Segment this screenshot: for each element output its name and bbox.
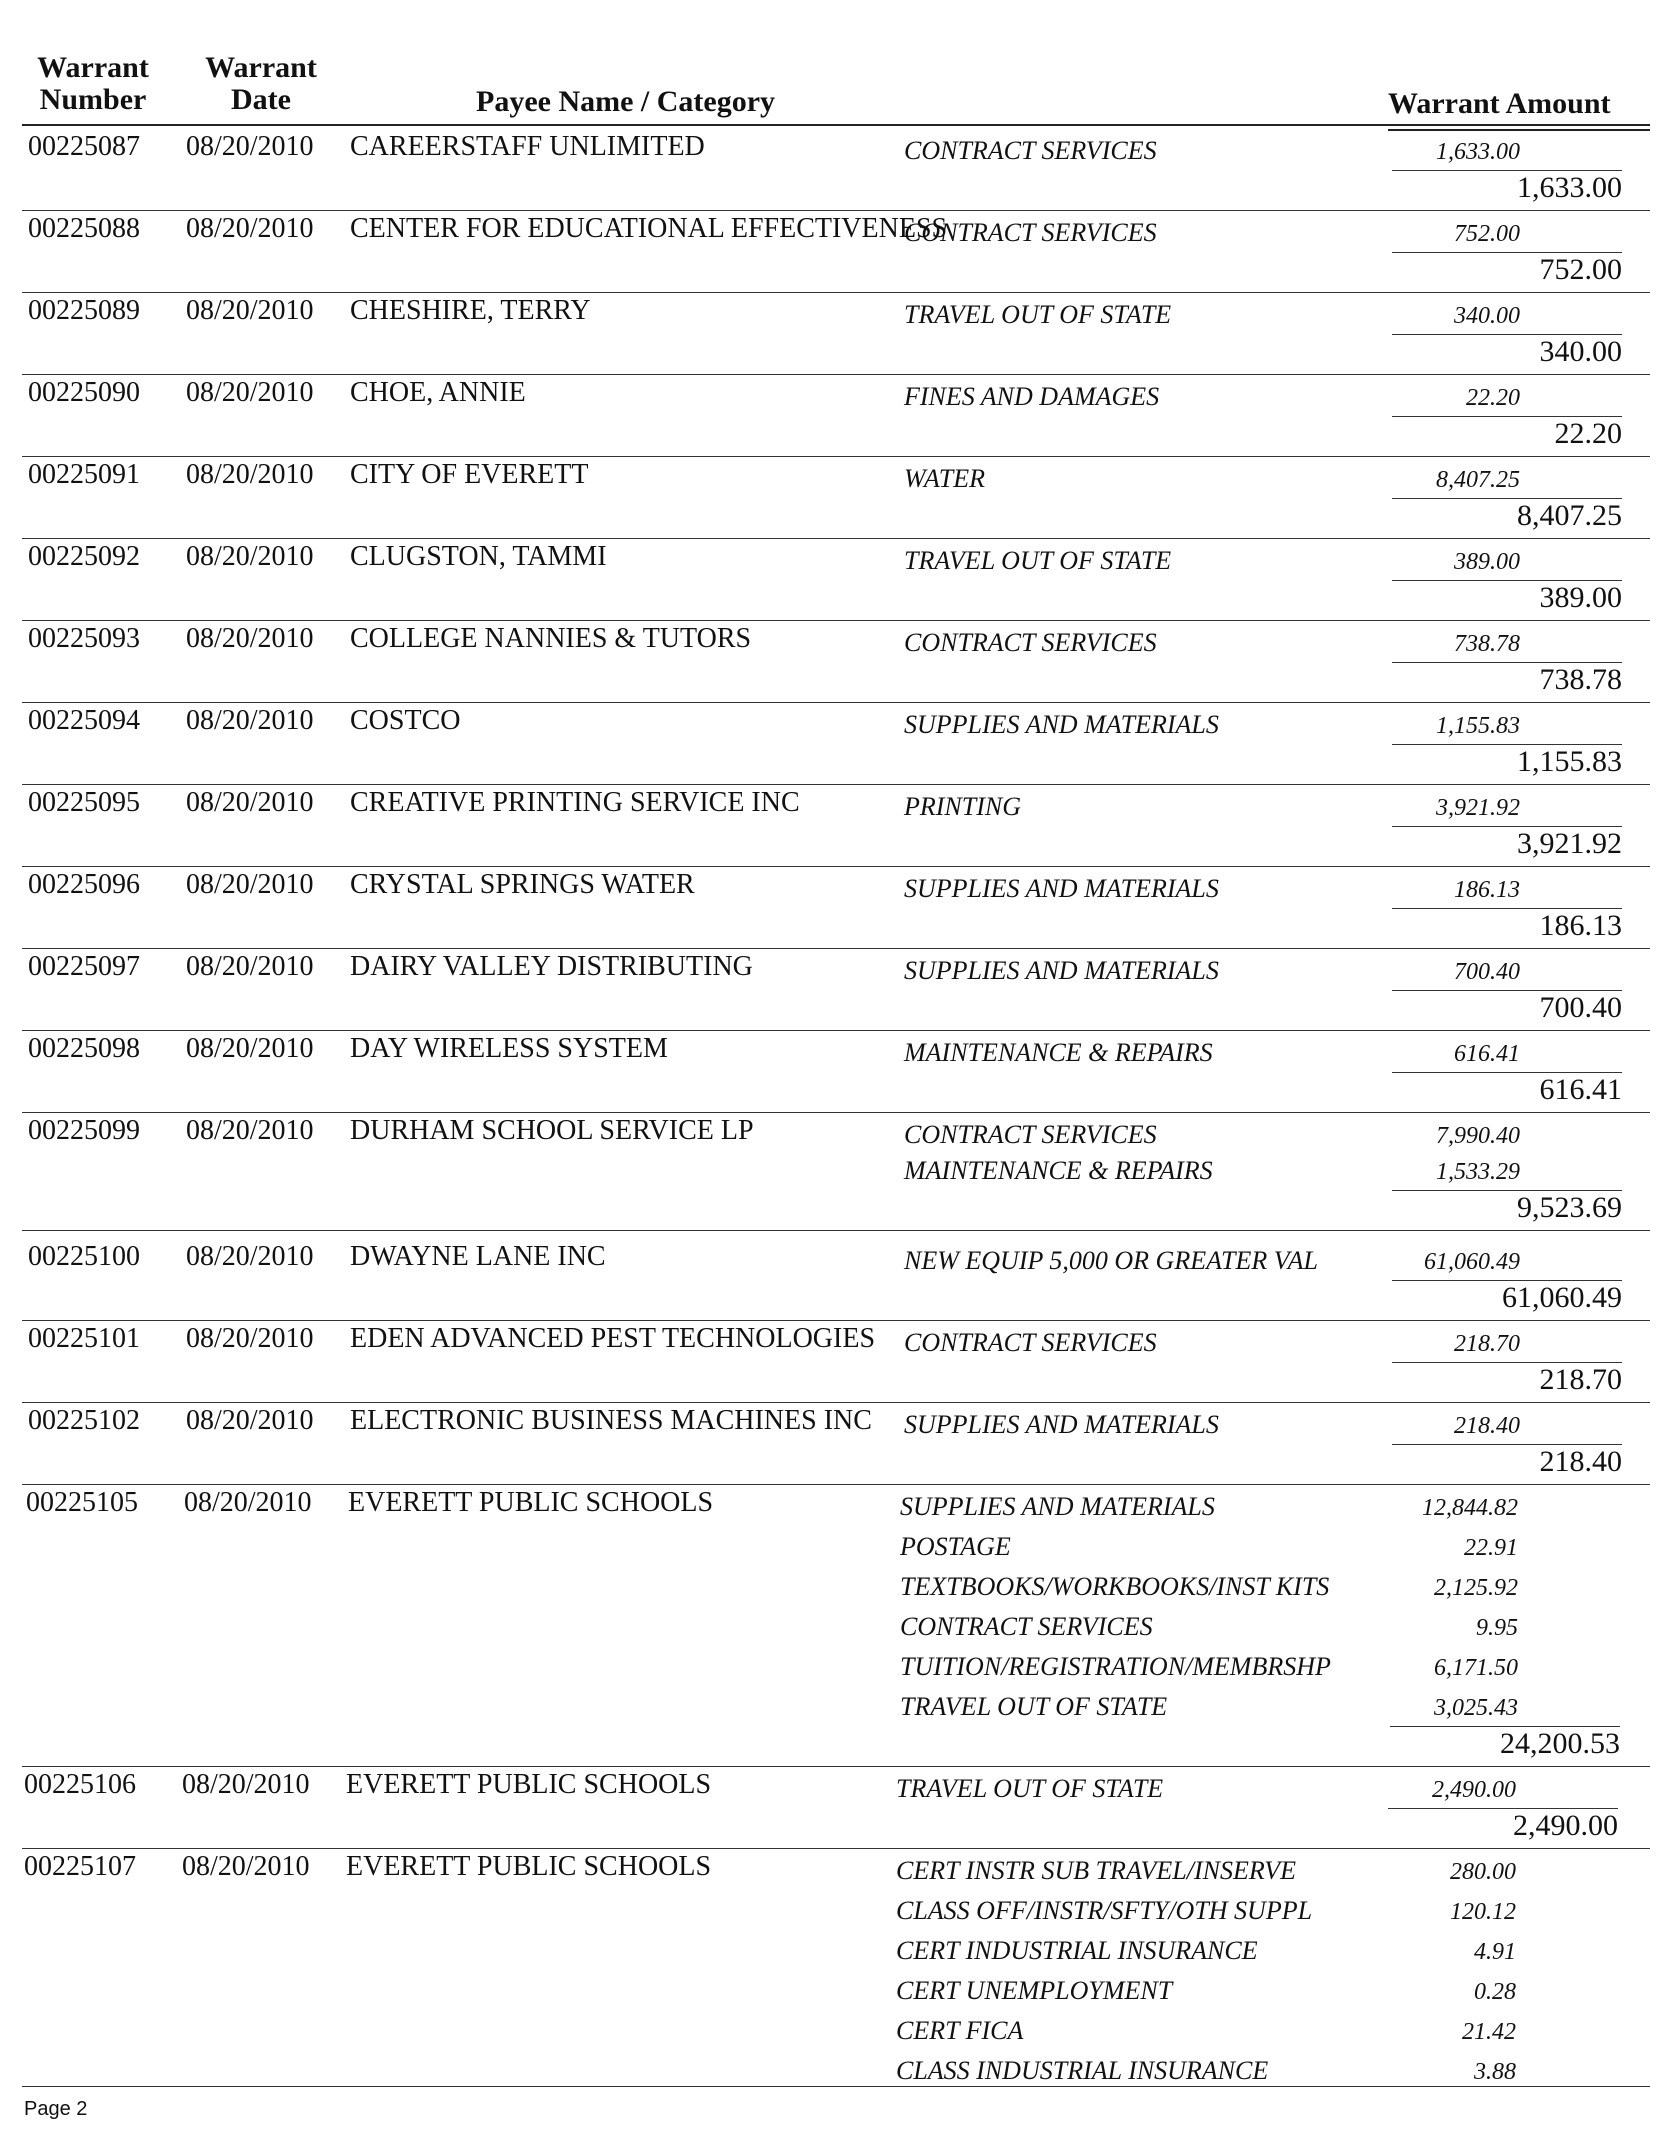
warrant-date: 08/20/2010 bbox=[186, 1323, 314, 1354]
category-label: PRINTING bbox=[904, 792, 1021, 821]
warrant-number: 00225107 bbox=[24, 1851, 136, 1882]
warrant-number: 00225105 bbox=[26, 1487, 138, 1518]
warrant-total: 218.40 bbox=[1539, 1445, 1622, 1478]
warrant-total: 9,523.69 bbox=[1517, 1191, 1622, 1224]
category-label: TRAVEL OUT OF STATE bbox=[904, 546, 1172, 575]
category-label: CONTRACT SERVICES bbox=[904, 1120, 1157, 1149]
warrant-total: 3,921.92 bbox=[1517, 827, 1622, 860]
line-amount: 218.40 bbox=[1454, 1413, 1520, 1439]
warrant-number: 00225095 bbox=[28, 787, 140, 818]
warrant-total: 1,633.00 bbox=[1517, 171, 1622, 204]
warrant-number: 00225089 bbox=[28, 295, 140, 326]
row-separator bbox=[22, 1230, 1650, 1231]
line-amount: 1,533.29 bbox=[1436, 1159, 1520, 1185]
category-label: CLASS OFF/INSTR/SFTY/OTH SUPPL bbox=[896, 1896, 1313, 1925]
line-amount: 752.00 bbox=[1454, 221, 1520, 247]
warrant-date: 08/20/2010 bbox=[186, 787, 314, 818]
warrant-date: 08/20/2010 bbox=[186, 1241, 314, 1272]
payee-name: EVERETT PUBLIC SCHOOLS bbox=[348, 1487, 714, 1518]
category-label: TRAVEL OUT OF STATE bbox=[904, 300, 1172, 329]
category-label: MAINTENANCE & REPAIRS bbox=[904, 1038, 1213, 1067]
payee-name: EDEN ADVANCED PEST TECHNOLOGIES bbox=[350, 1323, 876, 1354]
row-separator bbox=[22, 374, 1650, 375]
line-amount: 218.70 bbox=[1454, 1331, 1520, 1357]
line-amount: 22.91 bbox=[1464, 1535, 1518, 1561]
category-label: TRAVEL OUT OF STATE bbox=[896, 1774, 1164, 1803]
line-amount: 8,407.25 bbox=[1436, 467, 1520, 493]
row-separator bbox=[22, 1766, 1650, 1767]
warrant-date: 08/20/2010 bbox=[186, 541, 314, 572]
warrant-date: 08/20/2010 bbox=[186, 705, 314, 736]
warrant-total: 61,060.49 bbox=[1502, 1281, 1622, 1314]
category-label: CLASS INDUSTRIAL INSURANCE bbox=[896, 2056, 1269, 2085]
warrant-number: 00225098 bbox=[28, 1033, 140, 1064]
header-warrant-date bbox=[196, 52, 326, 116]
warrant-number: 00225102 bbox=[28, 1405, 140, 1436]
category-label: CERT UNEMPLOYMENT bbox=[896, 1976, 1173, 2005]
line-amount: 9.95 bbox=[1476, 1615, 1518, 1641]
warrant-date: 08/20/2010 bbox=[186, 213, 314, 244]
line-amount: 22.20 bbox=[1466, 385, 1520, 411]
category-label: SUPPLIES AND MATERIALS bbox=[900, 1492, 1215, 1521]
warrant-total: 218.70 bbox=[1539, 1363, 1622, 1396]
row-separator bbox=[22, 1848, 1650, 1849]
warrant-number: 00225099 bbox=[28, 1115, 140, 1146]
category-label: CERT INDUSTRIAL INSURANCE bbox=[896, 1936, 1258, 1965]
category-label: TUITION/REGISTRATION/MEMBRSHP bbox=[900, 1652, 1331, 1681]
warrant-date: 08/20/2010 bbox=[186, 623, 314, 654]
row-separator bbox=[22, 620, 1650, 621]
warrant-number: 00225094 bbox=[28, 705, 140, 736]
header-amount: Warrant Amount bbox=[1388, 87, 1611, 120]
category-label: CERT FICA bbox=[896, 2016, 1024, 2045]
payee-name: DWAYNE LANE INC bbox=[350, 1241, 606, 1272]
payee-name: CITY OF EVERETT bbox=[350, 459, 589, 490]
warrant-number: 00225092 bbox=[28, 541, 140, 572]
warrant-total: 340.00 bbox=[1539, 335, 1622, 368]
warrant-date: 08/20/2010 bbox=[186, 951, 314, 982]
payee-name: DAY WIRELESS SYSTEM bbox=[350, 1033, 668, 1064]
category-label: SUPPLIES AND MATERIALS bbox=[904, 874, 1219, 903]
category-label: SUPPLIES AND MATERIALS bbox=[904, 956, 1219, 985]
warrant-total: 22.20 bbox=[1554, 417, 1622, 450]
row-separator bbox=[22, 1484, 1650, 1485]
payee-name: EVERETT PUBLIC SCHOOLS bbox=[346, 1769, 712, 1800]
line-amount: 340.00 bbox=[1454, 303, 1520, 329]
line-amount: 21.42 bbox=[1462, 2019, 1516, 2045]
category-label: TRAVEL OUT OF STATE bbox=[900, 1692, 1168, 1721]
category-label: FINES AND DAMAGES bbox=[904, 382, 1160, 411]
row-separator bbox=[22, 1402, 1650, 1403]
line-amount: 6,171.50 bbox=[1434, 1655, 1518, 1681]
line-amount: 616.41 bbox=[1454, 1041, 1520, 1067]
line-amount: 0.28 bbox=[1474, 1979, 1516, 2005]
line-amount: 120.12 bbox=[1450, 1899, 1516, 1925]
warrant-total: 186.13 bbox=[1539, 909, 1622, 942]
category-label: NEW EQUIP 5,000 OR GREATER VAL bbox=[904, 1246, 1319, 1275]
warrant-number: 00225106 bbox=[24, 1769, 136, 1800]
payee-name: CHOE, ANNIE bbox=[350, 377, 526, 408]
payee-name: COSTCO bbox=[350, 705, 461, 736]
line-amount: 1,633.00 bbox=[1436, 139, 1520, 165]
row-separator bbox=[22, 1112, 1650, 1113]
category-label: CERT INSTR SUB TRAVEL/INSERVE bbox=[896, 1856, 1297, 1885]
payee-name: CREATIVE PRINTING SERVICE INC bbox=[350, 787, 800, 818]
line-amount: 3,921.92 bbox=[1436, 795, 1520, 821]
warrant-date: 08/20/2010 bbox=[186, 131, 314, 162]
warrant-number: 00225093 bbox=[28, 623, 140, 654]
category-label: CONTRACT SERVICES bbox=[900, 1612, 1153, 1641]
line-amount: 4.91 bbox=[1474, 1939, 1516, 1965]
category-label: SUPPLIES AND MATERIALS bbox=[904, 1410, 1219, 1439]
payee-name: EVERETT PUBLIC SCHOOLS bbox=[346, 1851, 712, 1882]
category-label: SUPPLIES AND MATERIALS bbox=[904, 710, 1219, 739]
warrant-number: 00225091 bbox=[28, 459, 140, 490]
warrant-total: 24,200.53 bbox=[1500, 1727, 1620, 1760]
row-separator bbox=[22, 210, 1650, 211]
category-label: WATER bbox=[904, 464, 985, 493]
bottom-rule bbox=[22, 2086, 1650, 2087]
line-amount: 280.00 bbox=[1450, 1859, 1516, 1885]
header-warrant-date-text: Warrant Date bbox=[205, 51, 317, 116]
category-label: CONTRACT SERVICES bbox=[904, 218, 1157, 247]
payee-name: CAREERSTAFF UNLIMITED bbox=[350, 131, 705, 162]
line-amount: 61,060.49 bbox=[1424, 1249, 1520, 1275]
line-amount: 186.13 bbox=[1454, 877, 1520, 903]
warrant-number: 00225101 bbox=[28, 1323, 140, 1354]
warrant-total: 752.00 bbox=[1539, 253, 1622, 286]
row-separator bbox=[22, 1030, 1650, 1031]
warrant-total: 1,155.83 bbox=[1517, 745, 1622, 778]
payee-name: CENTER FOR EDUCATIONAL EFFECTIVENESS bbox=[350, 213, 948, 244]
header-rule bbox=[22, 124, 1650, 126]
warrant-number: 00225087 bbox=[28, 131, 140, 162]
line-amount: 3.88 bbox=[1474, 2059, 1516, 2085]
warrant-number: 00225096 bbox=[28, 869, 140, 900]
page-footer: Page 2 bbox=[24, 2098, 88, 2120]
payee-name: CRYSTAL SPRINGS WATER bbox=[350, 869, 695, 900]
warrant-number: 00225090 bbox=[28, 377, 140, 408]
line-amount: 2,125.92 bbox=[1434, 1575, 1518, 1601]
row-separator bbox=[22, 292, 1650, 293]
category-label: POSTAGE bbox=[900, 1532, 1011, 1561]
line-amount: 738.78 bbox=[1454, 631, 1520, 657]
header-warrant-number bbox=[28, 52, 158, 116]
line-amount: 1,155.83 bbox=[1436, 713, 1520, 739]
line-amount: 389.00 bbox=[1454, 549, 1520, 575]
row-separator bbox=[22, 538, 1650, 539]
row-separator bbox=[22, 456, 1650, 457]
line-amount: 7,990.40 bbox=[1436, 1123, 1520, 1149]
row-separator bbox=[22, 948, 1650, 949]
row-separator bbox=[22, 866, 1650, 867]
warrant-date: 08/20/2010 bbox=[186, 1115, 314, 1146]
warrant-date: 08/20/2010 bbox=[184, 1487, 312, 1518]
warrant-total: 8,407.25 bbox=[1517, 499, 1622, 532]
row-separator bbox=[22, 1320, 1650, 1321]
warrant-total: 616.41 bbox=[1539, 1073, 1622, 1106]
payee-name: DAIRY VALLEY DISTRIBUTING bbox=[350, 951, 753, 982]
category-label: TEXTBOOKS/WORKBOOKS/INST KITS bbox=[900, 1572, 1330, 1601]
payee-name: ELECTRONIC BUSINESS MACHINES INC bbox=[350, 1405, 872, 1436]
warrant-number: 00225097 bbox=[28, 951, 140, 982]
warrant-number: 00225100 bbox=[28, 1241, 140, 1272]
category-label: CONTRACT SERVICES bbox=[904, 136, 1157, 165]
header-warrant-number-text: Warrant Number bbox=[37, 51, 149, 116]
warrant-date: 08/20/2010 bbox=[186, 1405, 314, 1436]
category-label: CONTRACT SERVICES bbox=[904, 628, 1157, 657]
payee-name: CHESHIRE, TERRY bbox=[350, 295, 591, 326]
warrant-total: 389.00 bbox=[1539, 581, 1622, 614]
warrant-total: 700.40 bbox=[1539, 991, 1622, 1024]
warrant-date: 08/20/2010 bbox=[186, 459, 314, 490]
header-payee: Payee Name / Category bbox=[476, 85, 776, 118]
warrant-date: 08/20/2010 bbox=[186, 869, 314, 900]
warrant-total: 738.78 bbox=[1539, 663, 1622, 696]
warrant-date: 08/20/2010 bbox=[182, 1769, 310, 1800]
warrant-date: 08/20/2010 bbox=[186, 295, 314, 326]
category-label: MAINTENANCE & REPAIRS bbox=[904, 1156, 1213, 1185]
line-amount: 3,025.43 bbox=[1434, 1695, 1518, 1721]
line-amount: 12,844.82 bbox=[1422, 1495, 1518, 1521]
line-amount: 2,490.00 bbox=[1432, 1777, 1516, 1803]
line-amount: 700.40 bbox=[1454, 959, 1520, 985]
category-label: CONTRACT SERVICES bbox=[904, 1328, 1157, 1357]
warrant-date: 08/20/2010 bbox=[186, 1033, 314, 1064]
header-rule-double bbox=[1388, 129, 1650, 131]
payee-name: DURHAM SCHOOL SERVICE LP bbox=[350, 1115, 754, 1146]
warrant-date: 08/20/2010 bbox=[182, 1851, 310, 1882]
payee-name: CLUGSTON, TAMMI bbox=[350, 541, 607, 572]
warrant-date: 08/20/2010 bbox=[186, 377, 314, 408]
payee-name: COLLEGE NANNIES & TUTORS bbox=[350, 623, 752, 654]
warrant-total: 2,490.00 bbox=[1513, 1809, 1618, 1842]
warrant-number: 00225088 bbox=[28, 213, 140, 244]
row-separator bbox=[22, 784, 1650, 785]
row-separator bbox=[22, 702, 1650, 703]
